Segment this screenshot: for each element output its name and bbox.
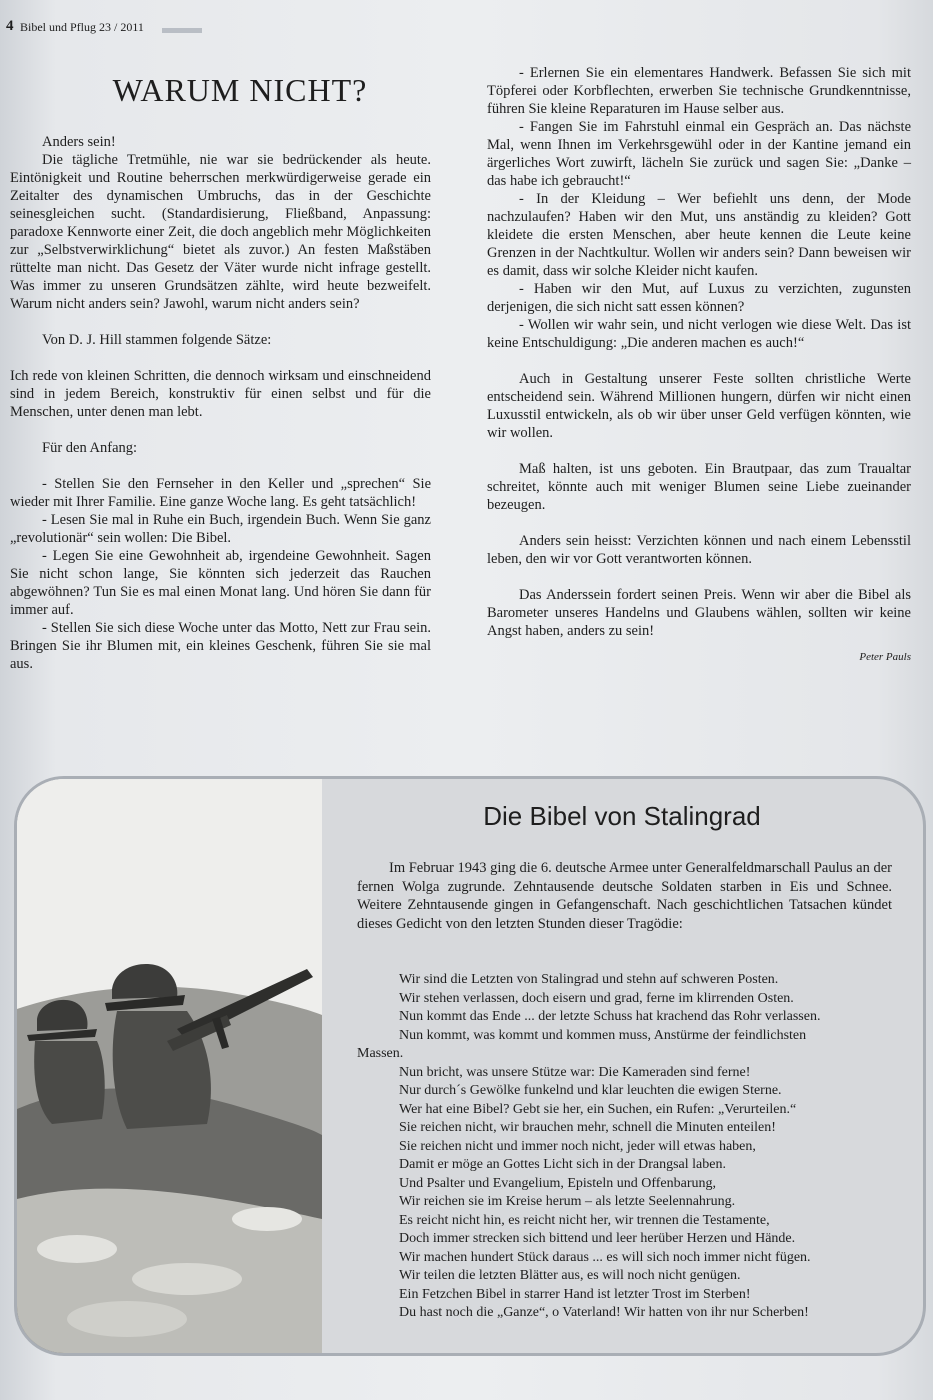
poem-line: Es reicht nicht hin, es reicht nicht her, wir trennen die Testamente, (399, 1212, 770, 1228)
list-item: - Stellen Sie den Fernseher in den Keller und „sprechen“ Sie wieder mit Ihrer Familie. Eine ganze Woche lang. Es geht tatsächlich! (10, 476, 431, 510)
poem-line: Wir stehen verlassen, doch eisern und grad, ferne im klirrenden Osten. (399, 990, 794, 1006)
poem-line: Wir reichen sie im Kreise herum – als letzte Seelennahrung. (399, 1194, 736, 1209)
list-item: - Haben wir den Mut, auf Luxus zu verzichten, zugunsten derjenigen, die sich nicht satt essen können? (487, 281, 911, 315)
poem-line: Wir machen hundert Stück daraus ... es will sich noch immer nicht fügen. (399, 1249, 811, 1265)
poem-line: Nun kommt das Ende ... der letzte Schuss hat krachend das Rohr verlassen. (399, 1009, 821, 1024)
bible-section-title: Die Bibel von Stalingrad (483, 801, 761, 831)
poem-line: Wir sind die Letzten von Stalingrad und stehn auf schweren Posten. (399, 972, 779, 987)
header-decoration-bar (162, 28, 202, 33)
list-item: - Lesen Sie mal in Ruhe ein Buch, irgendein Buch. Wenn Sie ganz „revolutionär“ sein wollen: Die Bibel. (10, 512, 431, 546)
paragraph: Das Anderssein fordert seinen Preis. Wenn wir aber die Bibel als Barometer unseres Handelns und Glaubens wählen, sollten wir keine Angst haben, anders zu sein! (487, 587, 911, 639)
paragraph: Die tägliche Tretmühle, nie war sie bedrückender als heute. Eintönigkeit und Routine beherrschen merkwürdigerweise gerade ein Zeitalter des dynamischen Umbruchs, das in der Geschichte seinesgleichen sucht. (Standardisierung, Fließband, Anpassung: paradoxe Kennworte einer Zeit, die doch angeblich mehr Möglichkeiten zur „Selbstverwirklichung“ bietet als zuvor.) An festen Maßstäben rüttelte man nicht. Das Gesetz der Väter wurde nicht infrage gestellt. Was immer zu unseren Grundsätzen zählte, wird heute bezweifelt. Warum nicht anders sein? Jawohl, warum nicht anders sein? (10, 152, 431, 312)
soldiers-photo (17, 779, 322, 1353)
paragraph: Anders sein! (42, 134, 116, 150)
poem-line: Sie reichen nicht, wir brauchen mehr, schnell die Minuten enteilen! (399, 1120, 776, 1135)
poem-line: Damit er möge an Gottes Licht sich in der Drangsal laben. (399, 1157, 726, 1172)
poem-line: Nun bricht, was unsere Stütze war: Die Kameraden sind ferne! (399, 1064, 751, 1080)
poem-line: Nur durch´s Gewölke funkelnd und klar leuchten die ewigen Sterne. (399, 1083, 782, 1098)
article-right-column (487, 64, 911, 666)
bible-section-intro: Im Februar 1943 ging die 6. deutsche Armee unter Generalfeldmarschall Paulus an der fernen Wolga zugrunde. Zehntausende deutsche Soldaten starben in Eis und Schnee. Weitere Zehntausende gingen in Gefangenschaft. Nach geschichtlichen Tatsachen kündet dieses Gedicht von den letzten Stunden dieser Tragödie: (357, 860, 892, 932)
paragraph: Maß halten, ist uns geboten. Ein Brautpaar, das zum Traualtar schreitet, könnte auch mit weniger Blumen seine Liebe zueinander bezeugen. (487, 461, 911, 513)
paragraph: Auch in Gestaltung unserer Feste sollten christliche Werte entscheidend sein. Während Millionen hungern, dürfen wir nicht einen Luxusstil entwickeln, als ob wir über unser Geld verfügen könnten, wie wir wollen. (487, 371, 911, 441)
page-header (0, 14, 420, 44)
poem-line: Du hast noch die „Ganze“, o Vaterland! Wir hatten von ihr nur Scherben! (399, 1305, 809, 1320)
poem-line: Nun kommt, was kommt und kommen muss, Anstürme der feindlichsten (399, 1027, 807, 1043)
list-item: - Fangen Sie im Fahrstuhl einmal ein Gespräch an. Das nächste Mal, wenn Ihnen im Verkehrsgewühl oder in der Kantine jemand ein ärgerliches Wort zuwirft, lächeln Sie zurück und sagen Sie: „Danke – das habe ich gebraucht!“ (487, 119, 911, 189)
poem-line: Massen. (357, 1046, 404, 1061)
poem-line: Sie reichen nicht und immer noch nicht, jeder will etwas haben, (399, 1138, 756, 1154)
paragraph: Von D. J. Hill stammen folgende Sätze: (42, 332, 272, 348)
poem-line: Wir teilen die letzten Blätter aus, es will noch nicht genügen. (399, 1268, 741, 1283)
paragraph: Ich rede von kleinen Schritten, die dennoch wirksam und einschneidend sind in jedem Bereich, konstruktiv für einen selbst und für die Menschen, unter denen man lebt. (10, 368, 431, 420)
article-title: WARUM NICHT? (112, 72, 368, 108)
bible-section-box (14, 776, 926, 1356)
article-author: Peter Pauls (859, 651, 911, 663)
paragraph: Anders sein heisst: Verzichten können und nach einem Lebensstil leben, den wir vor Gott verantworten können. (487, 533, 911, 567)
soldiers-photo-illustration (17, 779, 322, 1353)
poem-line: Wer hat eine Bibel? Gebt sie her, ein Suchen, ein Rufen: „Verurteilen.“ (399, 1101, 797, 1117)
page-number: 4 (6, 18, 14, 34)
list-item: - Erlernen Sie ein elementares Handwerk. Befassen Sie sich mit Töpferei oder Korbflechten, erwerben Sie technische Grundkenntnisse, führen Sie kleine Reparaturen im Hause selber aus. (487, 65, 911, 117)
poem-line: Doch immer strecken sich bittend und leer herüber Herzen und Hände. (399, 1231, 796, 1246)
list-item: - In der Kleidung – Wer befiehlt uns denn, der Mode nachzulaufen? Haben wir den Mut, uns anständig zu kleiden? Gott kleidete die ersten Menschen, aber heute kennen die Leute keine Grenzen in der Nachtkultur. Wollen wir anders sein? Dann beweisen wir es damit, dass wir solche Kleider nicht kaufen. (487, 191, 911, 279)
publication-name: Bibel und Pflug 23 / 2011 (20, 20, 144, 34)
article-left-column (10, 133, 431, 673)
list-item: - Legen Sie eine Gewohnheit ab, irgendeine Gewohnheit. Sagen Sie nicht schon lange, Sie könnten sich jederzeit das Rauchen abgewöhnen? Tun Sie es mal einen Monat lang. Und hören Sie dann für immer auf. (10, 548, 431, 618)
poem-line: Ein Fetzchen Bibel in starrer Hand ist letzter Trost im Sterben! (399, 1286, 751, 1302)
list-item: - Wollen wir wahr sein, und nicht verlogen wie diese Welt. Das ist keine Entschuldigung: „Die anderen machen es auch!“ (487, 317, 911, 351)
poem-line: Und Psalter und Evangelium, Episteln und Offenbarung, (399, 1175, 717, 1191)
paragraph: Für den Anfang: (42, 440, 138, 456)
poem (357, 971, 902, 1323)
list-item: - Stellen Sie sich diese Woche unter das Motto, Nett zur Frau sein. Bringen Sie ihr Blumen mit, ein kleines Geschenk, führen Sie sie mal aus. (10, 620, 431, 672)
